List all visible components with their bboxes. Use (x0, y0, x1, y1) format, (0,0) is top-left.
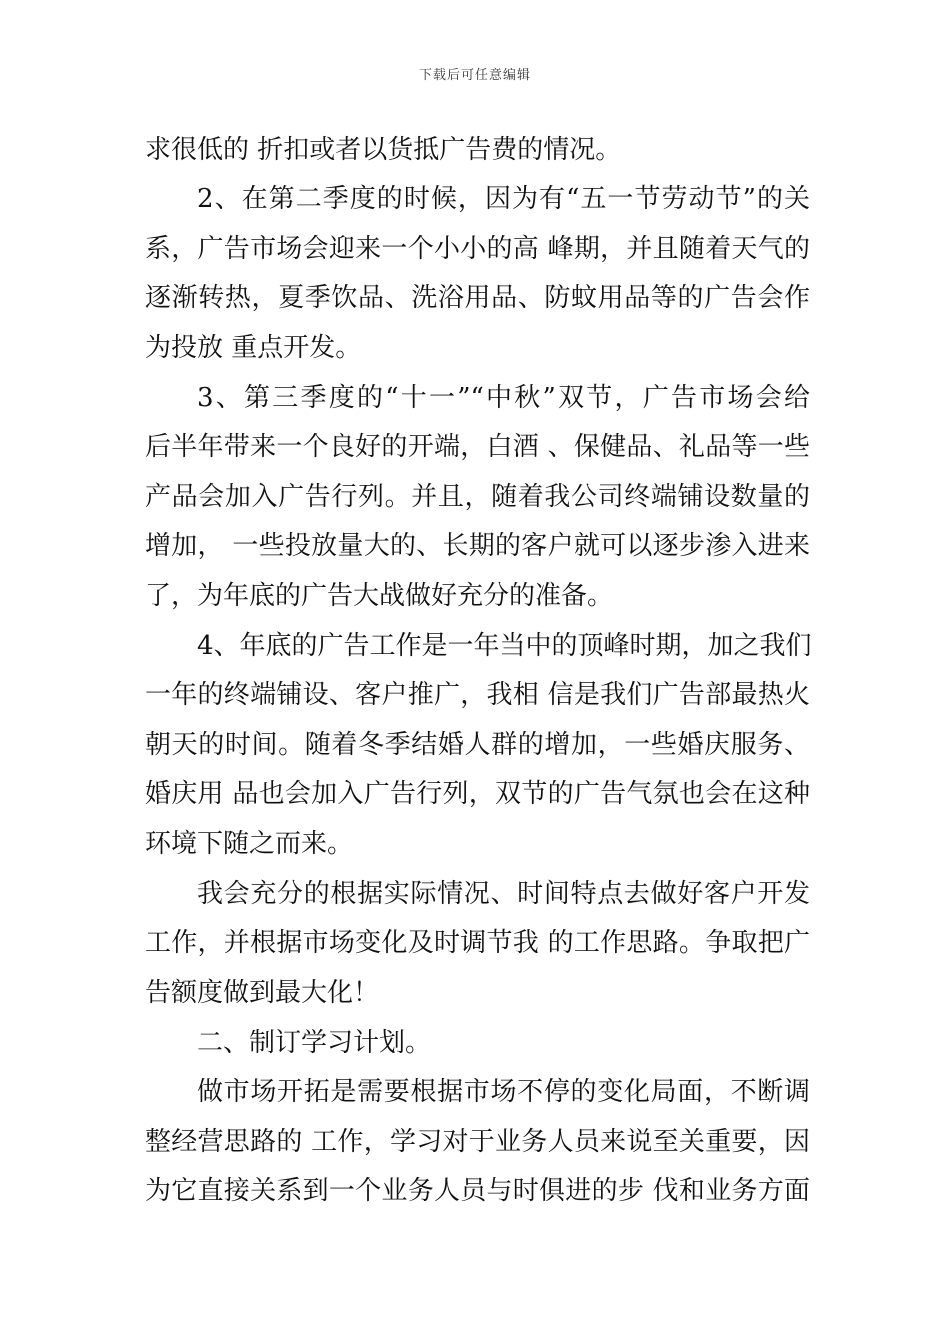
text-line: 后半年带来一个良好的开端，白酒 、保健品、礼品等一些 (145, 432, 810, 462)
text-line: 一年的终端铺设、客户推广，我相 信是我们广告部最热火 (145, 680, 810, 710)
text-line: 为它直接关系到一个业务人员与时俱进的步 伐和业务方面 (145, 1176, 810, 1206)
text-line: 朝天的时间。随着冬季结婚人群的增加，一些婚庆服务、 (145, 730, 810, 760)
text-line: 为投放 重点开发。 (145, 333, 362, 363)
text-line: 了，为年底的广告大战做好充分的准备。 (145, 581, 614, 611)
text-line: 求很低的 折扣或者以货抵广告费的情况。 (145, 135, 622, 165)
text-line: 告额度做到最大化！ (145, 978, 380, 1008)
text-line: 逐渐转热，夏季饮品、洗浴用品、防蚊用品等的广告会作 (145, 283, 810, 313)
text-line: 3、第三季度的“十一”“中秋”双节，广告市场会给 (197, 383, 810, 413)
text-line: 4、年底的广告工作是一年当中的顶峰时期，加之我们 (197, 631, 812, 661)
text-line: 环境下随之而来。 (145, 829, 354, 859)
text-line: 产品会加入广告行列。并且，随着我公司终端铺设数量的 (145, 482, 810, 512)
section-heading: 二、制订学习计划。 (197, 1028, 432, 1058)
text-line: 婚庆用 品也会加入广告行列，双节的广告气氛也会在这种 (145, 779, 810, 809)
text-line: 工作，并根据市场变化及时调节我 的工作思路。争取把广 (145, 928, 810, 958)
page-header: 下载后可任意编辑 (418, 68, 531, 83)
text-line: 做市场开拓是需要根据市场不停的变化局面，不断调 (197, 1077, 810, 1107)
text-line: 2、在第二季度的时候，因为有“五一节劳动节”的关 (197, 184, 810, 214)
text-line: 系，广告市场会迎来一个小小的高 峰期，并且随着天气的 (145, 234, 810, 264)
text-line: 整经营思路的 工作，学习对于业务人员来说至关重要，因 (145, 1127, 810, 1157)
text-line: 我会充分的根据实际情况、时间特点去做好客户开发 (197, 879, 810, 909)
text-line: 增加， 一些投放量大的、长期的客户就可以逐步渗入进来 (145, 531, 810, 561)
